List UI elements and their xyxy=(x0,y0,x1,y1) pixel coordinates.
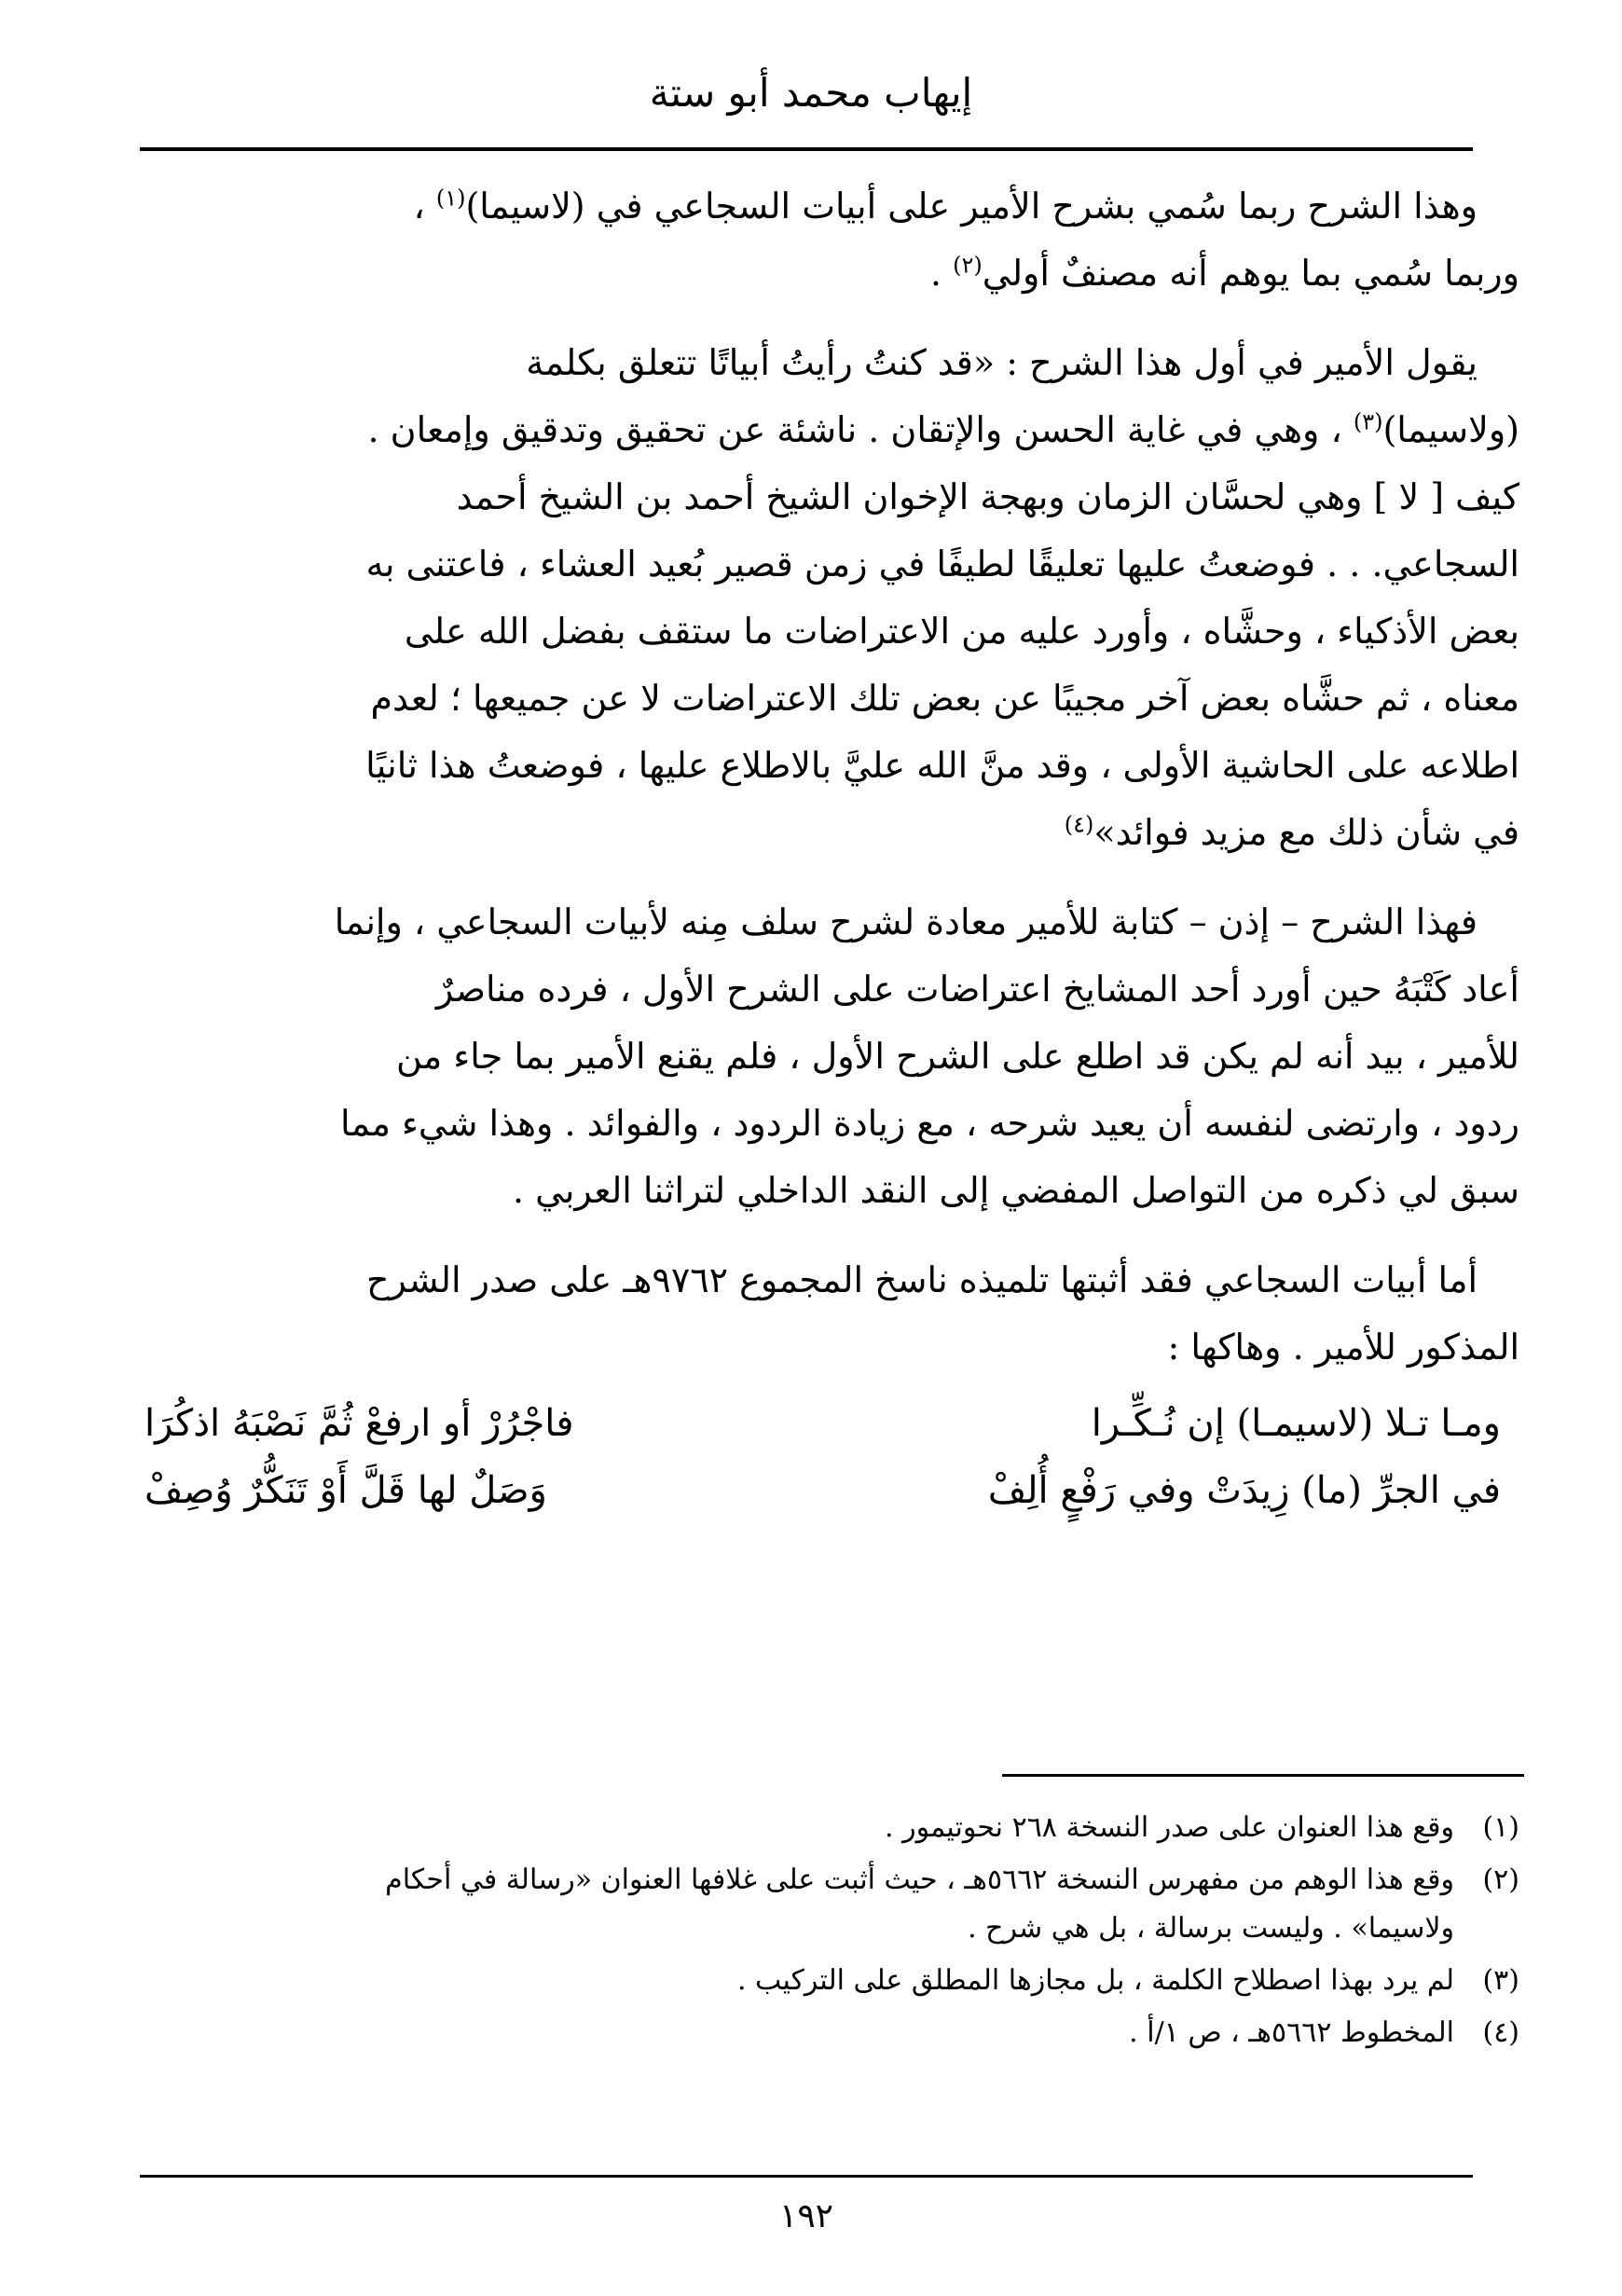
footnotes xyxy=(107,1804,1519,2061)
footnote-text: وقع هذا الوهم من مفهرس النسخة ٥٦٦٢هـ ، حيث أثبت على غلافها العنوان «رسالة في أحكام ولاسيما» . وليست برسالة ، بل هي شرح . xyxy=(385,1863,1454,1945)
footnote-number: (٤) xyxy=(1482,2016,1519,2049)
paragraph-line: اطلاعه على الحاشية الأولى ، وقد منَّ الله عليَّ بالاطلاع عليها ، فوضعتُ هذا ثانيًا xyxy=(365,745,1519,786)
main-text xyxy=(107,172,1519,1524)
footnote-text: المخطوط ٥٦٦٢هـ ، ص ١/أ . xyxy=(1129,2016,1454,2049)
page-number: ١٩٢ xyxy=(778,2197,833,2235)
paragraph-line: يقول الأمير في أول هذا الشرح : «قد كنتُ رأيتُ أبياتًا تتعلق بكلمة xyxy=(526,342,1478,383)
footnote-ref-3[interactable]: (٣) xyxy=(1353,408,1383,435)
verse-first-hemistich: في الجرِّ (ما) زِيدَتْ وفي رَفْعٍ أُلِفْ xyxy=(987,1469,1501,1512)
paragraph-line: سبق لي ذكره من التواصل المفضي إلى النقد الداخلي لتراثنا العربي . xyxy=(513,1170,1519,1211)
verse-1 xyxy=(107,1390,1519,1457)
footnote-1 xyxy=(107,1804,1519,1852)
paragraph-line: معناه ، ثم حشَّاه بعض آخر مجيبًا عن بعض تلك الاعتراضات لا عن جميعها ؛ لعدم xyxy=(370,678,1519,719)
running-header xyxy=(140,65,1482,121)
paragraph-line: كيف [ لا ] وهي لحسَّان الزمان وبهجة الإخوان الشيخ أحمد بن الشيخ أحمد xyxy=(456,476,1519,517)
header-rule xyxy=(140,147,1473,151)
footnote-number: (١) xyxy=(1482,1811,1519,1844)
paragraph-4 xyxy=(107,1246,1519,1381)
paragraph-line: بعض الأذكياء ، وحشَّاه ، وأورد عليه من الاعتراضات ما ستقف بفضل الله على xyxy=(404,611,1519,652)
footnote-ref-4[interactable]: (٤) xyxy=(1064,811,1094,838)
footnote-number: (٣) xyxy=(1482,1964,1519,1997)
paragraph-2 xyxy=(107,329,1519,866)
footnote-number: (٢) xyxy=(1482,1863,1519,1896)
paragraph-line: المذكور للأمير . وهاكها : xyxy=(1167,1327,1519,1368)
footnote-2 xyxy=(107,1856,1519,1953)
footnote-ref-1[interactable]: (١) xyxy=(435,185,466,212)
paragraph-line: أعاد كَتْبَهُ حين أورد أحد المشايخ اعتراضات على الشرح الأول ، فرده مناصرٌ xyxy=(435,969,1519,1010)
verse-2 xyxy=(107,1457,1519,1524)
paragraph-3 xyxy=(107,888,1519,1224)
paragraph-line: أما أبيات السجاعي فقد أثبتها تلميذه ناسخ المجموع ٩٧٦٢هـ على صدر الشرح xyxy=(365,1259,1478,1300)
paragraph-line: ردود ، وارتضى لنفسه أن يعيد شرحه ، مع زيادة الردود ، والفوائد . وهذا شيء مما xyxy=(340,1103,1519,1144)
footnote-text: لم يرد بهذا اصطلاح الكلمة ، بل مجازها المطلق على التركيب . xyxy=(736,1964,1454,1997)
paragraph-line: السجاعي. . . فوضعتُ عليها تعليقًا لطيفًا في زمن قصير بُعيد العشاء ، فاعتنى به xyxy=(365,543,1519,584)
header-author: إيهاب محمد أبو ستة xyxy=(649,70,973,116)
verse-second-hemistich: وَصَلٌ لها قَلَّ أَوْ تَنَكُّرٌ وُصِفْ xyxy=(144,1469,547,1512)
paragraph-line: وربما سُمي بما يوهم أنه مصنفٌ أولي$^{(٢)}$ . xyxy=(929,252,1519,294)
footnote-text: وقع هذا العنوان على صدر النسخة ٢٦٨ نحوتيمور . xyxy=(885,1811,1454,1844)
verse-first-hemistich: ومـا تـلا (لاسيمـا) إن نُـكِّـرا xyxy=(1091,1402,1501,1445)
footnote-4 xyxy=(107,2009,1519,2057)
paragraph-line: (ولاسيما)$^{(٣)}$ ، وهي في غاية الحسن والإتقان . ناشئة عن تحقيق وتدقيق وإمعان . xyxy=(367,408,1519,450)
paragraph-1 xyxy=(107,172,1519,307)
footer-rule xyxy=(140,2175,1473,2178)
paragraph-line: فهذا الشرح – إذن – كتابة للأمير معادة لشرح سلف مِنه لأبيات السجاعي ، وإنما xyxy=(334,901,1478,942)
footnote-ref-2[interactable]: (٢) xyxy=(953,252,983,279)
paragraph-line: للأمير ، بيد أنه لم يكن قد اطلع على الشرح الأول ، فلم يقنع الأمير بما جاء من xyxy=(395,1036,1519,1077)
poem xyxy=(107,1390,1519,1524)
footnote-3 xyxy=(107,1957,1519,2005)
verse-second-hemistich: فاجْرُرْ أو ارفعْ ثُمَّ نَصْبَهُ اذكُرَا xyxy=(144,1402,574,1445)
footnote-rule xyxy=(1002,1774,1524,1777)
paragraph-line: في شأن ذلك مع مزيد فوائد»$^{(٤)}$ xyxy=(1064,811,1519,853)
paragraph-line: وهذا الشرح ربما سُمي بشرح الأمير على أبيات السجاعي في (لاسيما)$^{(١)}$ ، xyxy=(413,185,1478,227)
